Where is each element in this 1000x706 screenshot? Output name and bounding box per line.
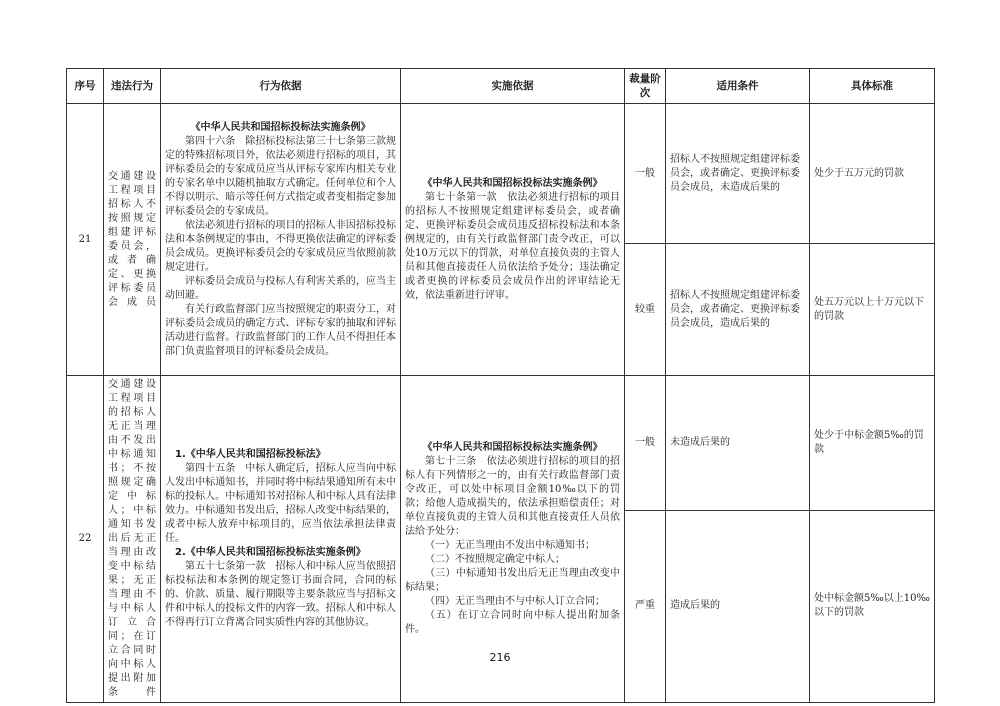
row-condition: 造成后果的 <box>666 510 810 702</box>
basis-law-title: 《中华人民共和国招标投标法实施条例》 <box>190 121 371 133</box>
row-standard: 处中标金额5‰以上10‰以下的罚款 <box>810 510 935 702</box>
basis-paragraph: 第四十六条 除招标投标法第三十七条第三款规定的特殊招标项目外，依法必须进行招标的项目，其评标委员会的专家成员应当从评标专家库内相关专业的专家名单中以随机抽取方式确定。任何单位和个人不得以明示、暗示等任何方式指定或者变相指定参加评标委员会的专家成员。 <box>165 135 396 217</box>
header-seq: 序号 <box>67 69 104 104</box>
row-level: 较重 <box>625 244 666 376</box>
impl-paragraph: 第七十条第一款 依法必须进行招标的项目的招标人不按照规定组建评标委员会，或者确定、更换评标委员会成员违反招标投标法和本条例规定的，由有关行政监督部门责令改正，可以处10万元以下的罚款，对单位直接负责的主管人员和其他直接责任人员依法给予处分；违法确定或者更换的评标委员会成员作出的评审结论无效，依法重新进行评审。 <box>405 191 620 301</box>
basis-law-title: 1.《中华人民共和国招标投标法》 <box>175 449 326 460</box>
row-level: 严重 <box>625 510 666 702</box>
impl-law-title: 《中华人民共和国招标投标法实施条例》 <box>422 177 603 189</box>
header-level: 裁量阶次 <box>625 69 666 104</box>
header-std: 具体标准 <box>810 69 935 104</box>
table-row <box>67 104 935 244</box>
header-behavior: 违法行为 <box>104 69 161 104</box>
basis-paragraph: 第四十五条 中标人确定后，招标人应当向中标人发出中标通知书，并同时将中标结果通知所有未中标的投标人。中标通知书对招标人和中标人具有法律效力。中标通知书发出后，招标人改变中标结果的，或者中标人放弃中标项目的，应当依法承担法律责任。 <box>165 463 396 544</box>
row-standard: 处五万元以上十万元以下的罚款 <box>810 244 935 376</box>
row-level: 一般 <box>625 376 666 511</box>
row-condition: 招标人不按照规定组建评标委员会，或者确定、更换评标委员会成员，造成后果的 <box>666 244 810 376</box>
row-impl <box>401 104 625 376</box>
basis-paragraph: 第五十七条第一款 招标人和中标人应当依照招标投标法和本条例的规定签订书面合同，合同的标的、价款、质量、履行期限等主要条款应当与招标文件和中标人的投标文件的内容一致。招标人和中标人不得再行订立背离合同实质性内容的其他协议。 <box>165 561 396 628</box>
basis-law-title: 2.《中华人民共和国招标投标法实施条例》 <box>175 547 366 558</box>
basis-paragraph: 评标委员会成员与投标人有利害关系的，应当主动回避。 <box>165 275 396 301</box>
row-behavior: 交通建设工程项目的招标人无正当理由不发出中标通知书；不按照规定确定中标人；中标通知书发出后无正当理由改变中标结果；无正当理由不与中标人订立合同；在订立合同时向中标人提出附加条件 <box>104 376 161 703</box>
impl-item: （三）中标通知书发出后无正当理由改变中标结果； <box>405 568 620 593</box>
basis-paragraph: 依法必须进行招标的项目的招标人非因招标投标法和本条例规定的事由，不得更换依法确定的评标委员会成员。更换评标委员会的专家成员应当依照前款规定进行。 <box>165 219 396 273</box>
row-behavior: 交通建设工程项目招标人不按照规定组建评标委员会，或者确定、更换评标委员会成员 <box>104 104 161 376</box>
row-condition: 未造成后果的 <box>666 376 810 511</box>
impl-item: （二）不按照规定确定中标人； <box>425 554 565 565</box>
impl-item: （五）在订立合同时向中标人提出附加条件。 <box>405 610 620 635</box>
impl-paragraph: 第七十三条 依法必须进行招标的项目的招标人有下列情形之一的，由有关行政监督部门责令改正，可以处中标项目金额10‰以下的罚款；给他人造成损失的，依法承担赔偿责任；对单位直接负责的主管人员和其他直接责任人员依法给予处分： <box>405 456 620 537</box>
penalty-table <box>66 68 935 703</box>
basis-paragraph: 有关行政监督部门应当按照规定的职责分工，对评标委员会成员的确定方式、评标专家的抽取和评标活动进行监督。行政监督部门的工作人员不得担任本部门负责监督项目的评标委员会成员。 <box>165 303 396 357</box>
row-level: 一般 <box>625 104 666 244</box>
header-basis: 行为依据 <box>161 69 401 104</box>
impl-law-title: 《中华人民共和国招标投标法实施条例》 <box>422 442 603 453</box>
page-number: 216 <box>489 651 511 664</box>
row-condition: 招标人不按照规定组建评标委员会，或者确定、更换评标委员会成员，未造成后果的 <box>666 104 810 244</box>
row-basis <box>161 104 401 376</box>
header-cond: 适用条件 <box>666 69 810 104</box>
impl-item: （四）无正当理由不与中标人订立合同； <box>425 596 605 607</box>
impl-item: （一）无正当理由不发出中标通知书； <box>425 540 595 551</box>
row-standard: 处少于五万元的罚款 <box>810 104 935 244</box>
row-standard: 处少于中标金额5‰的罚款 <box>810 376 935 511</box>
table-row <box>67 376 935 511</box>
header-impl: 实施依据 <box>401 69 625 104</box>
row-seq: 22 <box>67 376 104 703</box>
table-header-row <box>67 69 935 104</box>
row-seq: 21 <box>67 104 104 376</box>
